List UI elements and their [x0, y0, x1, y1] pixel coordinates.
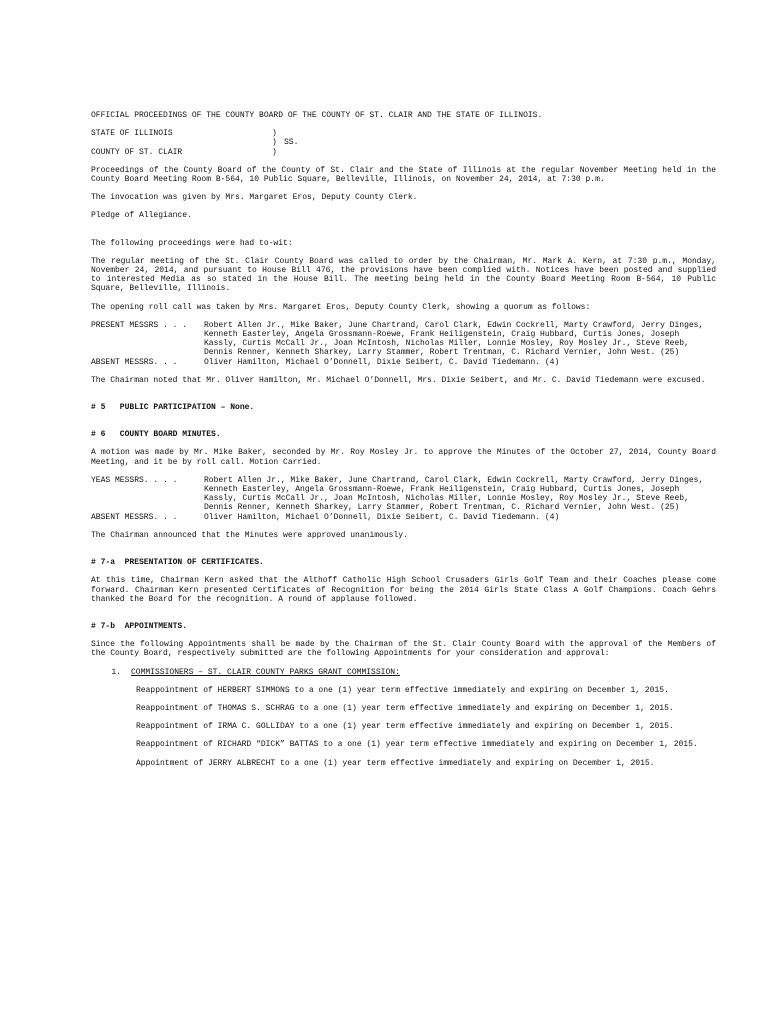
- venue-paren: ): [272, 129, 277, 139]
- section-heading: # 6 COUNTY BOARD MINUTES.: [91, 430, 221, 440]
- section-heading: # 5 PUBLIC PARTICIPATION – None.: [91, 403, 255, 413]
- pledge-paragraph: Pledge of Allegiance.: [91, 211, 192, 221]
- certificates-paragraph: At this time, Chairman Kern asked that the Althoff Catholic High School Crusaders Girls Golf Team and their Coaches please come forward. Chairman Kern presented Certificates of Recognition for being the 2014 Girls State Class A Golf Champions. Coach Gehrs thanked the Board for the recognition. A round of applause followed.: [91, 576, 716, 604]
- present-label: PRESENT MESSRS . . .: [91, 320, 188, 330]
- vote-list: [91, 476, 716, 522]
- section-heading: # 7-b APPOINTMENTS.: [91, 621, 188, 631]
- commission-number: 1.: [111, 667, 121, 677]
- yeas-label: YEAS MESSRS. . . .: [91, 475, 178, 485]
- venue-state: STATE OF ILLINOIS: [91, 129, 173, 139]
- roll-call-list: [91, 321, 716, 367]
- appointments-intro: Since the following Appointments shall be made by the Chairman of the St. Clair County Board with the approval of the Members of the County Board, respectively submitted are the following Appointments for your consideration and approval:: [91, 640, 716, 659]
- call-to-order-paragraph: The regular meeting of the St. Clair County Board was called to order by the Chairman, Mr. Mark A. Kern, at 7:30 p.m., Monday, November 24, 2014, and pursuant to House Bill 476, the provisions have been complied with. Notices have been posted and supplied to interested Media as so stated in the House Bill. The meeting being held in the County Board Meeting Room B-564, 10 Public Square, Belleville, Illinois.: [91, 256, 716, 294]
- proceedings-paragraph: The following proceedings were had to-wit:: [91, 238, 293, 248]
- venue-paren: ): [272, 138, 277, 148]
- appointment-item: Reappointment of THOMAS S. SCHRAG to a one (1) year term effective immediately and expiring on December 1, 2015.: [136, 703, 674, 713]
- venue-paren: ): [272, 147, 277, 157]
- appointment-item: Reappointment of HERBERT SIMMONS to a one (1) year term effective immediately and expiring on December 1, 2015.: [136, 685, 669, 695]
- appointment-item: Reappointment of IRMA C. GOLLIDAY to a one (1) year term effective immediately and expiring on December 1, 2015.: [136, 722, 674, 732]
- absent-names: Oliver Hamilton, Michael O’Donnell, Dixie Seibert, C. David Tiedemann. (4): [204, 512, 560, 522]
- section-heading: # 7-a PRESENTATION OF CERTIFICATES.: [91, 558, 264, 568]
- appointment-item: Appointment of JERRY ALBRECHT to a one (1) year term effective immediately and expiring on December 1, 2015.: [136, 758, 655, 768]
- absent-label: ABSENT MESSRS. . .: [91, 357, 178, 367]
- venue-ss: SS.: [284, 138, 299, 148]
- intro-paragraph: Proceedings of the County Board of the County of St. Clair and the State of Illinois at the regular November Meeting held in the County Board Meeting Room B-564, 10 Public Square, Belleville, Illinois, on November 24, 2014, at 7:30 p.m.: [91, 165, 716, 185]
- document-body: [91, 111, 716, 777]
- venue-county: COUNTY OF ST. CLAIR: [91, 147, 183, 157]
- invocation-paragraph: The invocation was given by Mrs. Margaret Eros, Deputy County Clerk.: [91, 193, 418, 203]
- appointment-item: Reappointment of RICHARD “DICK” BATTAS to a one (1) year term effective immediately and expiring on December 1, 2015.: [136, 740, 698, 750]
- present-names: Robert Allen Jr., Mike Baker, June Chartrand, Carol Clark, Edwin Cockrell, Marty Crawford, Jerry Dinges, Kenneth Easterley, Angela Grossmann-Roewe, Frank Heiligenstein, Craig Hubbard, Curtis Jones, Joseph Kassly, Curtis McCall Jr., Joan McIntosh, Nicholas Miller, Lonnie Mosley, Roy Mosley Jr., Steve Reeb, Dennis Renner, Kenneth Sharkey, Larry Stammer, Robert Trentman, C. Richard Vernier, John West. (25): [204, 320, 704, 358]
- commission-heading: [91, 668, 716, 677]
- commission-title: COMMISSIONERS – ST. CLAIR COUNTY PARKS GRANT COMMISSION:: [131, 667, 400, 677]
- excused-paragraph: The Chairman noted that Mr. Oliver Hamilton, Mr. Michael O’Donnell, Mrs. Dixie Seibert, and Mr. C. David Tiedemann were excused.: [91, 375, 706, 385]
- yeas-names: Robert Allen Jr., Mike Baker, June Chartrand, Carol Clark, Edwin Cockrell, Marty Crawford, Jerry Dinges, Kenneth Easterley, Angela Grossmann-Roewe, Frank Heiligenstein, Craig Hubbard, Curtis Jones, Joseph Kassly, Curtis McCall Jr., Joan McIntosh, Nicholas Miller, Lonnie Mosley, Roy Mosley Jr., Steve Reeb, Dennis Renner, Kenneth Sharkey, Larry Stammer, Robert Trentman, C. Richard Vernier, John West. (25): [204, 475, 704, 513]
- venue-block: [91, 129, 716, 157]
- roll-call-intro: The opening roll call was taken by Mrs. Margaret Eros, Deputy County Clerk, showing a quorum as follows:: [91, 302, 591, 312]
- minutes-approved-paragraph: The Chairman announced that the Minutes were approved unanimously.: [91, 530, 408, 540]
- minutes-motion-paragraph: A motion was made by Mr. Mike Baker, seconded by Mr. Roy Mosley Jr. to approve the Minutes of the October 27, 2014, County Board Meeting, and it be by roll call. Motion Carried.: [91, 448, 716, 467]
- document-header: OFFICIAL PROCEEDINGS OF THE COUNTY BOARD OF THE COUNTY OF ST. CLAIR AND THE STATE OF ILLINOIS.: [91, 111, 543, 120]
- absent-label: ABSENT MESSRS. . .: [91, 512, 178, 522]
- absent-names: Oliver Hamilton, Michael O’Donnell, Dixie Seibert, C. David Tiedemann. (4): [204, 357, 560, 367]
